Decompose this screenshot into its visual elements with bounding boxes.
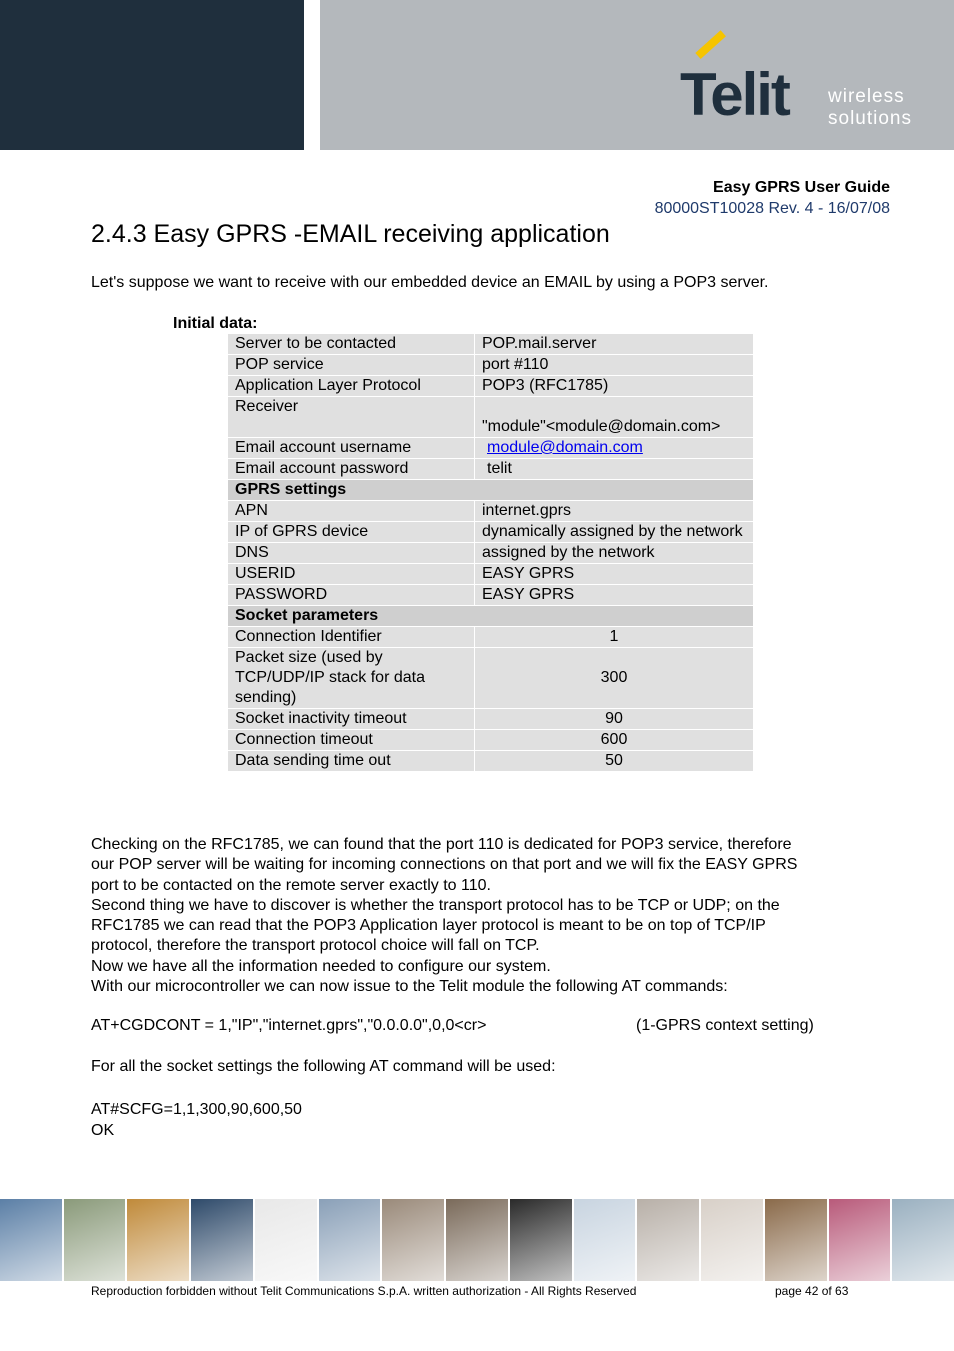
section-label-socket: Socket parameters (228, 606, 754, 627)
logo-tagline-1: wireless (828, 86, 905, 107)
body-line: Checking on the RFC1785, we can found that the port 110 is dedicated for POP3 service, therefore (91, 836, 792, 853)
body-line: protocol, therefore the transport protocol choice will fall on TCP. (91, 937, 540, 955)
table-row (228, 501, 754, 522)
table-row (228, 751, 754, 772)
footer-photo (574, 1199, 636, 1281)
table-key: DNS (228, 543, 475, 564)
page-number: page 42 of 63 (775, 1284, 849, 1298)
table-value: EASY GPRS (475, 585, 754, 606)
at-response-line: OK (91, 1122, 115, 1139)
table-key: USERID (228, 564, 475, 585)
footer-copyright: Reproduction forbidden without Telit Communications S.p.A. written authorization - All Rights Reserved (91, 1284, 637, 1298)
table-value: dynamically assigned by the network (475, 522, 754, 543)
table-row (228, 334, 754, 355)
email-link[interactable]: module@domain.com (487, 439, 643, 456)
table-row (228, 564, 754, 585)
doc-title: Easy GPRS User Guide (713, 179, 890, 196)
at-command-line: AT#SCFG=1,1,300,90,600,50 (91, 1101, 302, 1118)
footer-photo (191, 1199, 253, 1281)
table-key: Email account username (228, 438, 475, 459)
logo-word: Telit (680, 61, 789, 128)
table-row (228, 730, 754, 751)
footer-photo (255, 1199, 317, 1281)
table-key: Data sending time out (228, 751, 475, 772)
table-value: "module"<module@domain.com> (475, 397, 754, 438)
footer-photo (765, 1199, 827, 1281)
section-label-gprs: GPRS settings (228, 480, 754, 501)
footer-photo (446, 1199, 508, 1281)
intro-paragraph: Let's suppose we want to receive with our embedded device an EMAIL by using a POP3 server. (91, 274, 769, 291)
footer-photo (829, 1199, 891, 1281)
logo-tagline (828, 86, 912, 130)
body-line: port to be contacted on the remote server exactly to 110. (91, 876, 491, 894)
table-row (228, 459, 754, 480)
table-row (228, 438, 754, 459)
table-value: 90 (475, 709, 754, 730)
logo-tagline-2: solutions (828, 108, 912, 129)
telit-logo (676, 50, 936, 134)
body-line: Second thing we have to discover is whether the transport protocol has to be TCP or UDP; on the (91, 896, 780, 914)
footer-photo (0, 1199, 62, 1281)
table-key: POP service (228, 355, 475, 376)
table-row (228, 709, 754, 730)
initial-data-label: Initial data: (173, 315, 258, 332)
footer-photo (892, 1199, 954, 1281)
table-value: POP.mail.server (475, 334, 754, 355)
table-key: Receiver (228, 397, 475, 438)
table-value: 300 (475, 648, 754, 709)
body-paragraph (91, 835, 881, 997)
body-line: With our microcontroller we can now issue to the Telit module the following AT commands: (91, 978, 728, 996)
body-line: our POP server will be waiting for incoming connections on that port and we will fix the EASY GPRS (91, 856, 798, 874)
at-command-note: (1-GPRS context setting) (636, 1017, 814, 1034)
table-row (228, 522, 754, 543)
body-line: Now we have all the information needed to configure our system. (91, 957, 551, 975)
table-key: PASSWORD (228, 585, 475, 606)
table-row (228, 376, 754, 397)
table-row (228, 397, 754, 438)
table-key: IP of GPRS device (228, 522, 475, 543)
table-value: 1 (475, 627, 754, 648)
table-key: Packet size (used by TCP/UDP/IP stack for data sending) (228, 648, 475, 709)
table-key: Email account password (228, 459, 475, 480)
footer-photo (382, 1199, 444, 1281)
table-value: 50 (475, 751, 754, 772)
table-row (228, 585, 754, 606)
table-key: Socket inactivity timeout (228, 709, 475, 730)
table-value: EASY GPRS (475, 564, 754, 585)
table-value: 600 (475, 730, 754, 751)
table-value (475, 438, 754, 459)
footer-photo (637, 1199, 699, 1281)
table-row (228, 355, 754, 376)
footer-photo (64, 1199, 126, 1281)
table-row (228, 648, 754, 709)
socket-settings-intro: For all the socket settings the following AT command will be used: (91, 1058, 556, 1075)
at-command-scfg (91, 1099, 302, 1141)
table-value: POP3 (RFC1785) (475, 376, 754, 397)
table-row (228, 543, 754, 564)
footer-photo-strip (0, 1199, 954, 1281)
footer-photo (127, 1199, 189, 1281)
table-row (228, 627, 754, 648)
table-key: Server to be contacted (228, 334, 475, 355)
footer-photo (319, 1199, 381, 1281)
table-value: telit (475, 459, 754, 480)
header-dark-block (0, 0, 304, 150)
table-key: Connection timeout (228, 730, 475, 751)
body-line: RFC1785 we can read that the POP3 Application layer protocol is meant to be on top of TCP/IP (91, 917, 766, 935)
at-command-cgdcont: AT+CGDCONT = 1,"IP","internet.gprs","0.0.0.0",0,0<cr> (91, 1017, 487, 1034)
footer-photo (510, 1199, 572, 1281)
section-heading: 2.4.3 Easy GPRS -EMAIL receiving application (91, 220, 610, 248)
table-section-row (228, 606, 754, 627)
table-section-row (228, 480, 754, 501)
footer-photo (701, 1199, 763, 1281)
initial-data-table (227, 333, 754, 772)
table-key: Connection Identifier (228, 627, 475, 648)
table-key: Application Layer Protocol (228, 376, 475, 397)
table-value: internet.gprs (475, 501, 754, 522)
table-key: APN (228, 501, 475, 522)
table-value: port #110 (475, 355, 754, 376)
table-value: assigned by the network (475, 543, 754, 564)
doc-revision: 80000ST10028 Rev. 4 - 16/07/08 (654, 200, 890, 217)
